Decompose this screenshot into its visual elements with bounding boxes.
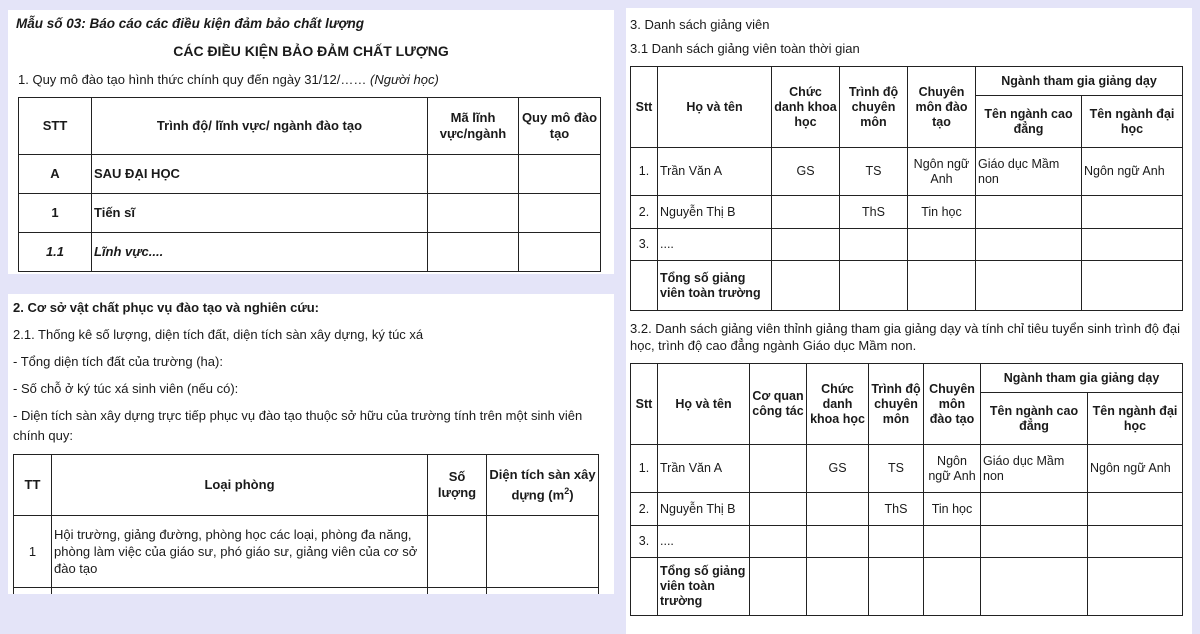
table-header-row [631, 364, 1183, 393]
table-row [14, 516, 599, 588]
cell-university [1082, 196, 1183, 229]
cell-degree: TS [869, 445, 924, 493]
document-heading: CÁC ĐIỀU KIỆN BẢO ĐẢM CHẤT LƯỢNG [173, 43, 449, 59]
cell-college [981, 493, 1088, 526]
cell-degree: ThS [869, 493, 924, 526]
training-scale-table [18, 97, 601, 272]
row-floor-area [487, 516, 599, 588]
lecturers-sub-2a: 3.2. Danh sách giảng viên thỉnh giảng tham gia giảng dạy và tính chỉ tiêu tuyển sinh trình độ đại [630, 321, 1180, 336]
table-header-row [631, 67, 1183, 96]
lecturers-heading: 3. Danh sách giảng viên [630, 17, 770, 32]
cell-organization [750, 445, 807, 493]
cell-college: Giáo dục Mầm non [976, 148, 1082, 196]
row-scale [519, 194, 601, 233]
header-scale: Quy mô đào tạo [519, 98, 601, 155]
row-stt: 1 [19, 194, 92, 233]
rooms-table [13, 454, 599, 594]
header-degree: Trình độ chuyên môn [840, 67, 908, 148]
row-scale [519, 155, 601, 194]
facilities-line-2: - Tổng diện tích đất của trường (ha): [13, 354, 223, 369]
cell-major: Ngôn ngữ Anh [908, 148, 976, 196]
header-stt: STT [19, 98, 92, 155]
facilities-line-4a: - Diện tích sàn xây dựng trực tiếp phục vụ đào tạo thuộc sở hữu của trường tính trên một sinh viên [13, 408, 583, 423]
header-university-major: Tên ngành đại học [1082, 96, 1183, 148]
row-name: SAU ĐẠI HỌC [92, 155, 428, 194]
row-name: Tiến sĩ [92, 194, 428, 233]
table-row [631, 148, 1183, 196]
facilities-line-1: 2.1. Thống kê số lượng, diện tích đất, diện tích sàn xây dựng, ký túc xá [13, 327, 424, 342]
cell-degree: ThS [840, 196, 908, 229]
table-row [631, 445, 1183, 493]
header-tt: TT [14, 455, 52, 516]
header-floor-area: Diện tích sàn xây dựng $(m^2)$ [487, 455, 599, 516]
cell-name: Trần Văn A [658, 148, 772, 196]
row-code [428, 155, 519, 194]
cell-stt: 1. [631, 445, 658, 493]
form-title: Mẫu số 03: Báo cáo các điều kiện đảm bảo chất lượng [16, 16, 365, 31]
row-quantity [428, 516, 487, 588]
row-code [428, 233, 519, 272]
cell-university: Ngôn ngữ Anh [1082, 148, 1183, 196]
cell-college: Giáo dục Mầm non [981, 445, 1088, 493]
cell-title: GS [772, 148, 840, 196]
cell-name: .... [658, 526, 750, 558]
header-college-major: Tên ngành cao đẳng [976, 96, 1082, 148]
table-total-row [631, 261, 1183, 311]
table-total-row [631, 558, 1183, 616]
facilities-line-3: - Số chỗ ở ký túc xá sinh viên (nếu có): [13, 381, 239, 396]
document-panel-facilities [8, 294, 614, 594]
cell-college [976, 196, 1082, 229]
cell-degree: TS [840, 148, 908, 196]
cell-organization [750, 493, 807, 526]
cell-name: Nguyễn Thị B [658, 196, 772, 229]
header-college-major: Tên ngành cao đẳng [981, 393, 1088, 445]
header-academic-title: Chức danh khoa học [772, 67, 840, 148]
table-row [19, 155, 601, 194]
cell-name: .... [658, 229, 772, 261]
header-quantity: Số lượng [428, 455, 487, 516]
item1-note: (Người học) [370, 72, 439, 87]
cell-title [772, 196, 840, 229]
cell-title [807, 493, 869, 526]
cell-stt: 2. [631, 493, 658, 526]
header-degree: Trình độ chuyên môn [869, 364, 924, 445]
table-header-row [19, 98, 601, 155]
cell-stt: 3. [631, 526, 658, 558]
header-stt: Stt [631, 364, 658, 445]
header-teaching-fields: Ngành tham gia giảng dạy [981, 364, 1183, 393]
header-teaching-fields: Ngành tham gia giảng dạy [976, 67, 1183, 96]
item1-text: 1. Quy mô đào tạo hình thức chính quy đến ngày 31/12/…… [18, 72, 367, 87]
row-stt: A [19, 155, 92, 194]
cell-stt: 3. [631, 229, 658, 261]
table-row [631, 493, 1183, 526]
row-scale [519, 233, 601, 272]
header-level: Trình độ/ lĩnh vực/ ngành đào tạo [92, 98, 428, 155]
table-row [19, 233, 601, 272]
header-name: Họ và tên [658, 67, 772, 148]
header-name: Họ và tên [658, 364, 750, 445]
cell-university: Ngôn ngữ Anh [1088, 445, 1183, 493]
document-panel-lecturers [626, 8, 1192, 634]
header-code: Mã lĩnh vực/ngành [428, 98, 519, 155]
cell-stt: 2. [631, 196, 658, 229]
fulltime-lecturers-table [630, 66, 1183, 311]
document-panel-quality-conditions [8, 10, 614, 274]
cell-major: Tin học [924, 493, 981, 526]
table-row [14, 588, 599, 595]
cell-name: Nguyễn Thị B [658, 493, 750, 526]
lecturers-sub-2b: học, trình độ cao đẳng ngành Giáo dục Mầm non. [630, 338, 917, 353]
cell-total-label: Tổng số giảng viên toàn trường [658, 558, 750, 616]
cell-university [1088, 493, 1183, 526]
header-university-major: Tên ngành đại học [1088, 393, 1183, 445]
facilities-line-4b: chính quy: [13, 428, 73, 443]
row-name: Lĩnh vực.... [92, 233, 428, 272]
header-stt: Stt [631, 67, 658, 148]
table-row [631, 196, 1183, 229]
facilities-heading: 2. Cơ sở vật chất phục vụ đào tạo và nghiên cứu: [13, 300, 320, 315]
header-major: Chuyên môn đào tạo [908, 67, 976, 148]
lecturers-sub-1: 3.1 Danh sách giảng viên toàn thời gian [630, 41, 860, 56]
table-header-row [14, 455, 599, 516]
row-tt: 1 [14, 516, 52, 588]
header-organization: Cơ quan công tác [750, 364, 807, 445]
header-major: Chuyên môn đào tạo [924, 364, 981, 445]
table-row [19, 194, 601, 233]
cell-name: Trần Văn A [658, 445, 750, 493]
cell-stt: 1. [631, 148, 658, 196]
cell-major: Tin học [908, 196, 976, 229]
visiting-lecturers-table [630, 363, 1183, 616]
header-academic-title: Chức danh khoa học [807, 364, 869, 445]
table-row [631, 526, 1183, 558]
row-stt: 1.1 [19, 233, 92, 272]
cell-title: GS [807, 445, 869, 493]
table-row [631, 229, 1183, 261]
item1-line [18, 72, 439, 87]
header-room-type: Loại phòng [52, 455, 428, 516]
row-code [428, 194, 519, 233]
cell-major: Ngôn ngữ Anh [924, 445, 981, 493]
cell-total-label: Tổng số giảng viên toàn trường [658, 261, 772, 311]
row-room-type: Hội trường, giảng đường, phòng học các loại, phòng đa năng, phòng làm việc của giáo sư, phó giáo sư, giảng viên của cơ sở đào tạo [52, 516, 428, 588]
